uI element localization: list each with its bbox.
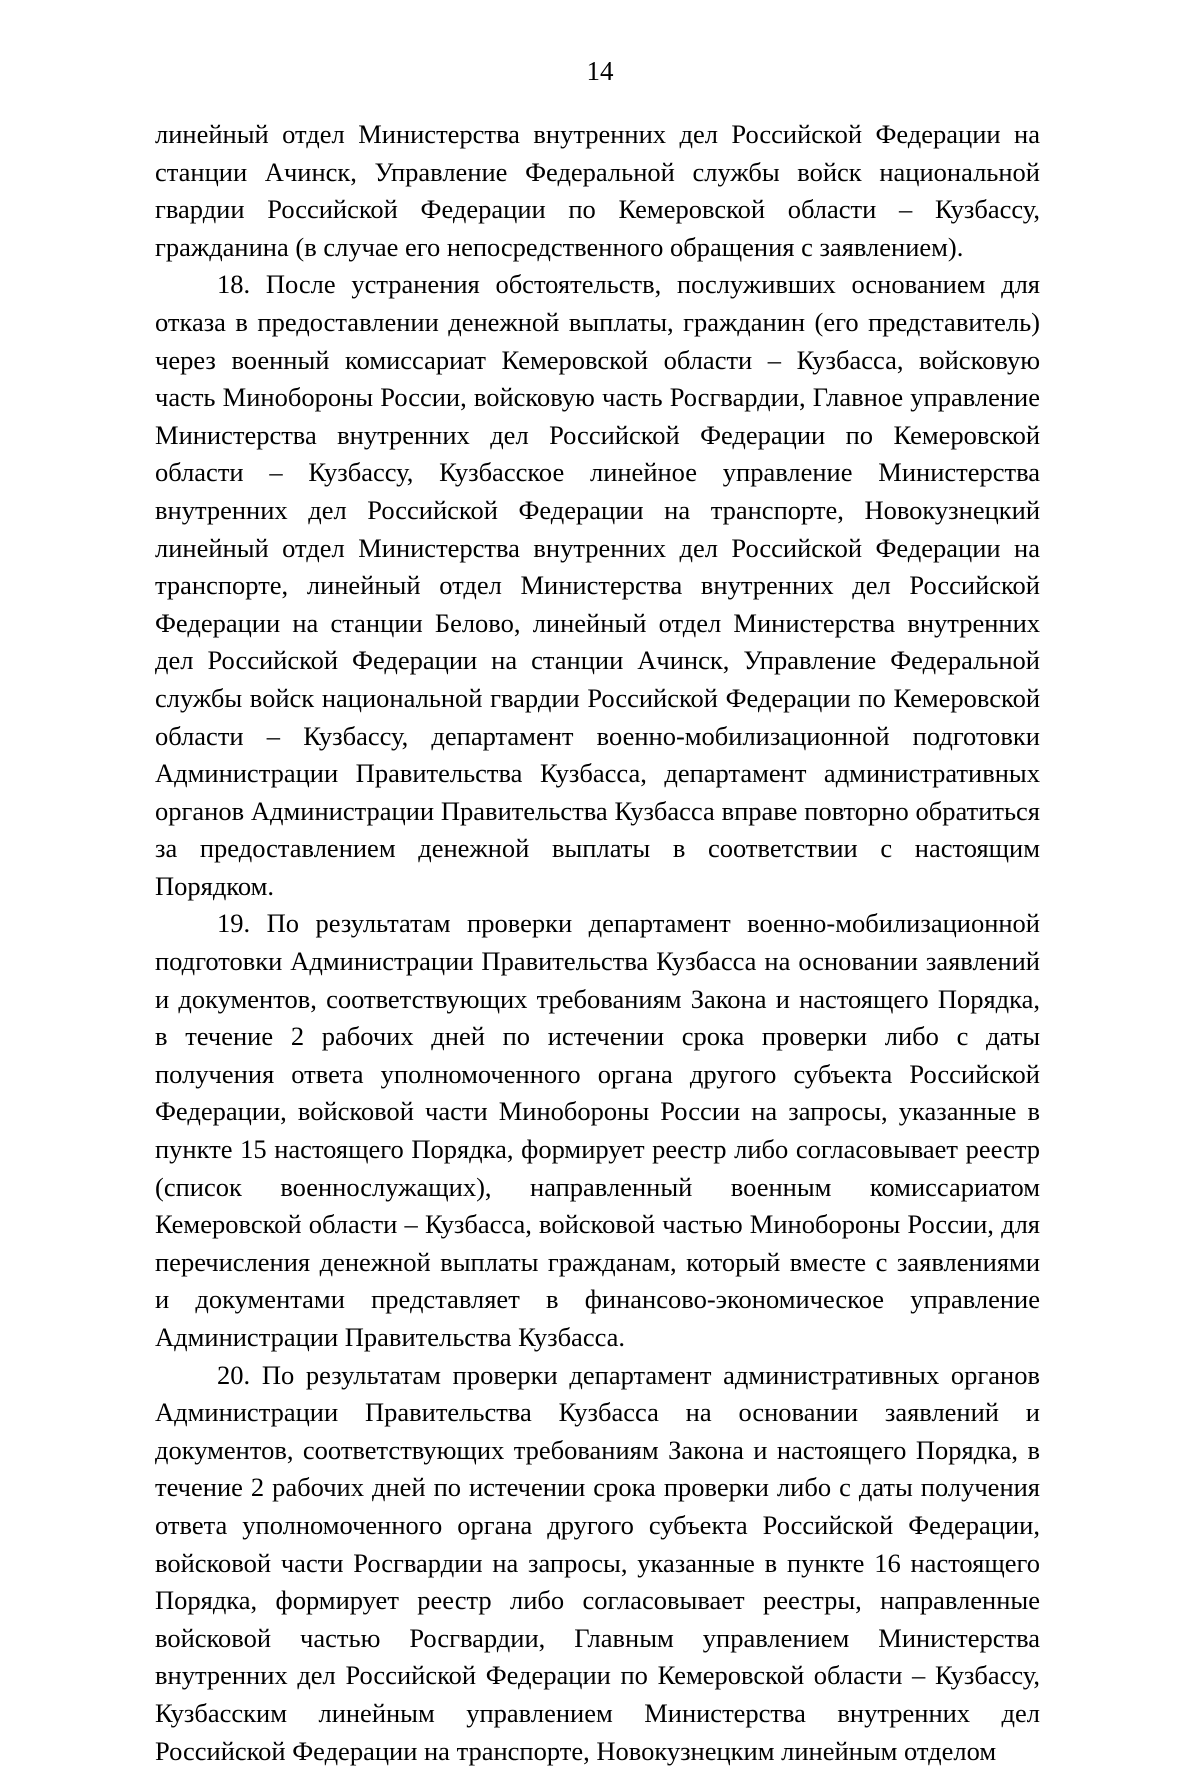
paragraph-19: 19. По результатам проверки департамент военно-мобилизационной подготовки Администрации Правительства Кузбасса на основании заявлений и документов, соответствующих требованиям Закона и настоящего Порядка, в течение 2 рабочих дней по истечении срока проверки либо с даты получения ответа уполномоченного органа другого субъекта Российской Федерации, войсковой части Минобороны России на запросы, указанные в пункте 15 настоящего Порядка, формирует реестр либо согласовывает реестр (список военнослужащих), направленный военным комиссариатом Кемеровской области – Кузбасса, войсковой частью Минобороны России, для перечисления денежной выплаты гражданам, который вместе с заявлениями и документами представляет в финансово-экономическое управление Администрации Правительства Кузбасса.: [155, 908, 1040, 1352]
page-number: 14: [586, 56, 614, 86]
paragraph-18: 18. После устранения обстоятельств, послуживших основанием для отказа в предоставлении денежной выплаты, гражданин (его представитель) через военный комиссариат Кемеровской области – Кузбасса, войсковую часть Минобороны России, войсковую часть Росгвардии, Главное управление Министерства внутренних дел Российской Федерации по Кемеровской области – Кузбассу, Кузбасское линейное управление Министерства внутренних дел Российской Федерации на транспорте, Новокузнецкий линейный отдел Министерства внутренних дел Российской Федерации на транспорте, линейный отдел Министерства внутренних дел Российской Федерации на станции Белово, линейный отдел Министерства внутренних дел Российской Федерации на станции Ачинск, Управление Федеральной службы войск национальной гвардии Российской Федерации по Кемеровской области – Кузбассу, департамент военно-мобилизационной подготовки Администрации Правительства Кузбасса, департамент административных органов Администрации Правительства Кузбасса вправе повторно обратиться за предоставлением денежной выплаты в соответствии с настоящим Порядком.: [155, 269, 1040, 901]
document-body: [155, 116, 1040, 1770]
paragraph-continued: линейный отдел Министерства внутренних дел Российской Федерации на станции Ачинск, Управление Федеральной службы войск национальной гвардии Российской Федерации по Кемеровской области – Кузбассу, гражданина (в случае его непосредственного обращения с заявлением).: [155, 119, 1040, 262]
paragraph-20: 20. По результатам проверки департамент административных органов Администрации Правительства Кузбасса на основании заявлений и документов, соответствующих требованиям Закона и настоящего Порядка, в течение 2 рабочих дней по истечении срока проверки либо с даты получения ответа уполномоченного органа другого субъекта Российской Федерации, войсковой части Росгвардии на запросы, указанные в пункте 16 настоящего Порядка, формирует реестр либо согласовывает реестры, направленные войсковой частью Росгвардии, Главным управлением Министерства внутренних дел Российской Федерации по Кемеровской области – Кузбассу, Кузбасским линейным управлением Министерства внутренних дел Российской Федерации на транспорте, Новокузнецким линейным отделом: [155, 1359, 1040, 1766]
